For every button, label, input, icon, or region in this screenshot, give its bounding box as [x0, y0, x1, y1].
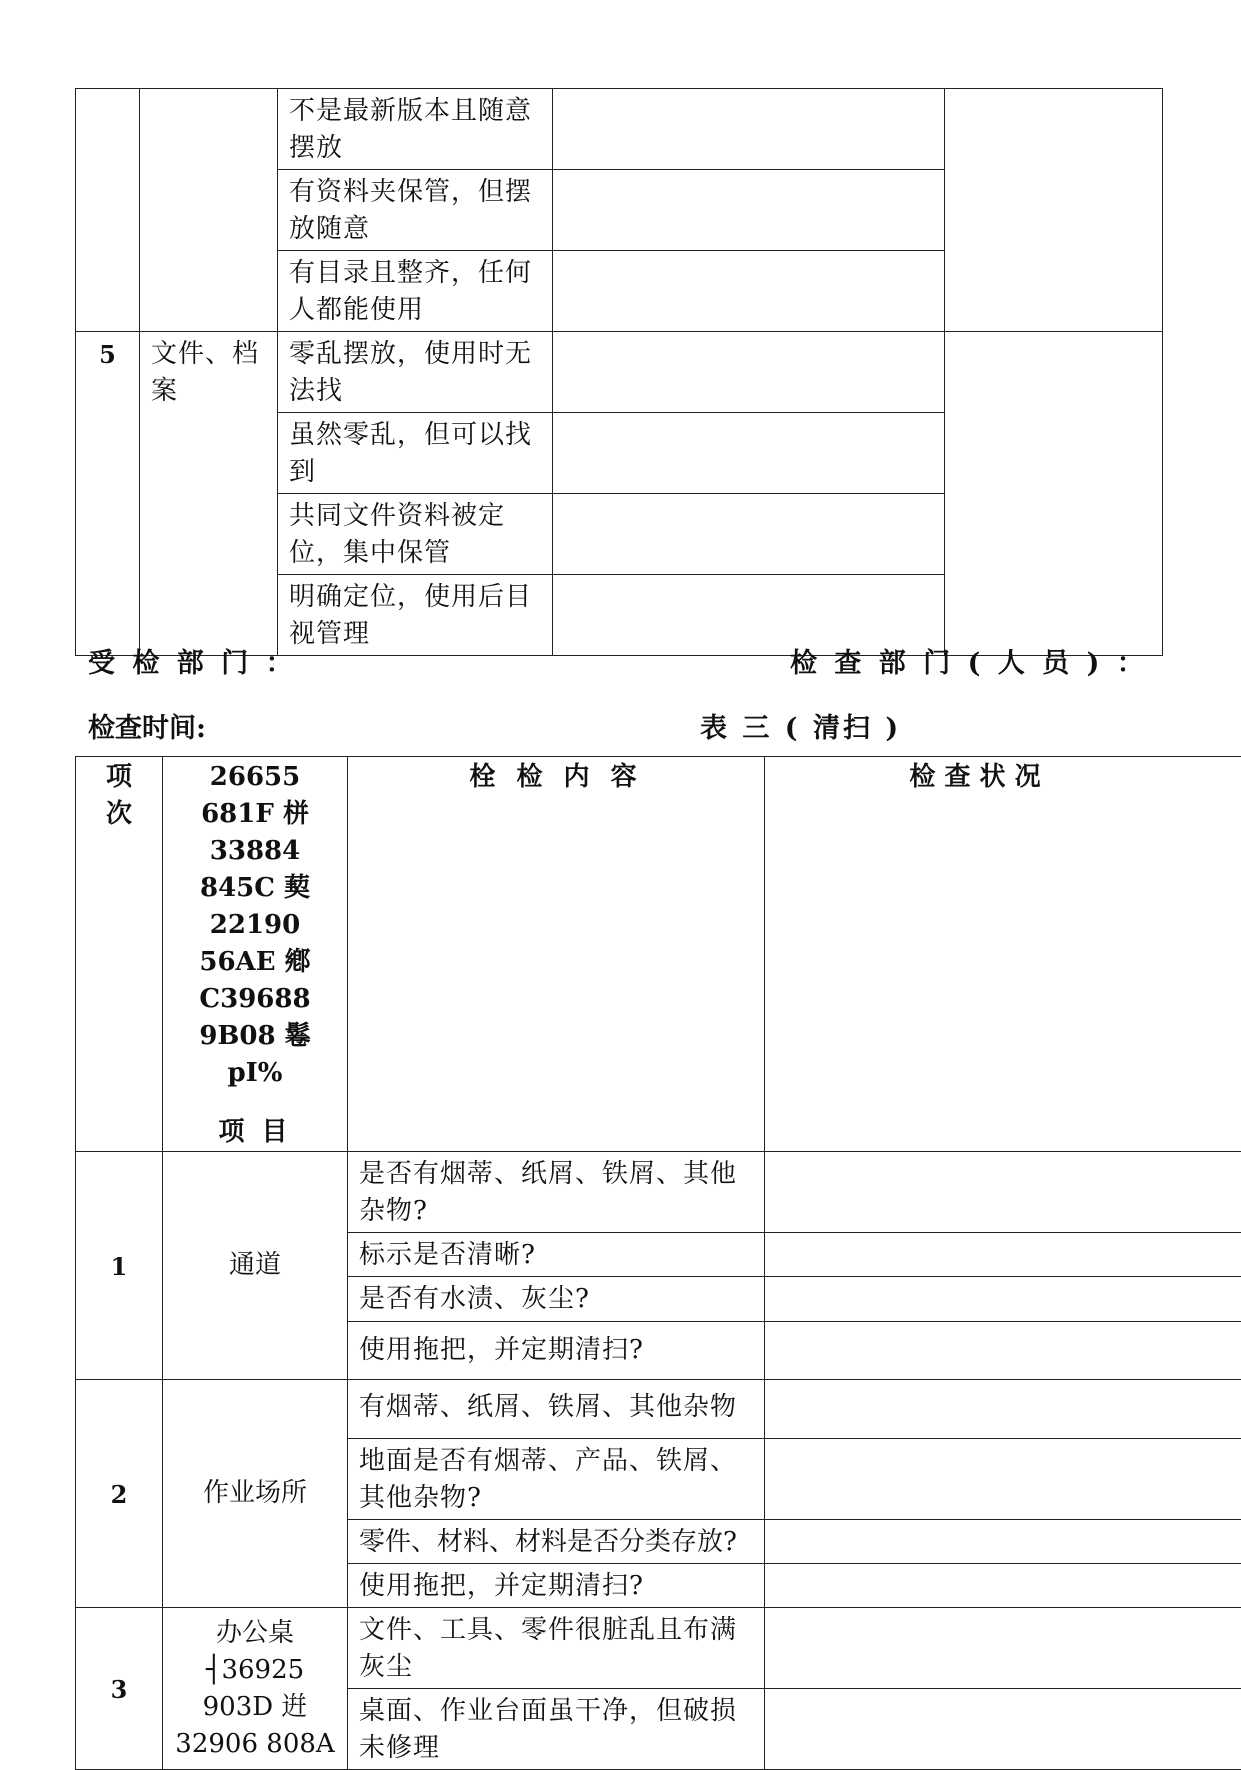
header-status-cell — [765, 757, 1241, 1152]
header-item: 项 目 — [163, 1114, 347, 1151]
header-item-cell — [163, 757, 348, 1152]
header-content: 栓 检 内 容 — [348, 757, 764, 796]
group-item: 通道 — [229, 1250, 281, 1280]
content-text: 零件、材料、材料是否分类存放? — [348, 1520, 764, 1563]
status-cell — [765, 1233, 1241, 1277]
status-cell — [553, 332, 945, 413]
status-cell — [765, 1608, 1241, 1689]
status-cell — [765, 1564, 1241, 1608]
criteria-cell — [278, 170, 553, 251]
item-name-cell — [140, 332, 278, 656]
criteria-text: 有资料夹保管，但摆放随意 — [278, 170, 552, 250]
header-content-cell — [348, 757, 765, 1152]
status-cell — [765, 1439, 1241, 1520]
inspected-dept-label: 受 检 部 门 ： — [88, 641, 297, 680]
status-cell — [765, 1689, 1241, 1770]
inspection-time-label: 检查时间: — [88, 706, 206, 745]
content-text: 标示是否清晰? — [348, 1233, 764, 1276]
status-cell — [765, 1277, 1241, 1322]
item-name-cell — [140, 89, 278, 332]
status-cell — [553, 413, 945, 494]
status-cell — [765, 1322, 1241, 1380]
inspecting-dept-label: 检 查 部 门 ( 人 员 ) ： — [790, 641, 1148, 680]
header-no-cell — [76, 757, 163, 1152]
inspection-table-one — [75, 88, 1163, 656]
content-cell — [348, 1689, 765, 1770]
content-cell — [348, 1520, 765, 1564]
content-text: 地面是否有烟蒂、产品、铁屑、其他杂物? — [348, 1439, 764, 1519]
content-text: 是否有水渍、灰尘? — [348, 1277, 764, 1320]
item-name: 文件、档案 — [140, 332, 277, 412]
criteria-text: 共同文件资料被定位，集中保管 — [278, 494, 552, 574]
criteria-cell — [278, 332, 553, 413]
group-item: 作业场所 — [203, 1478, 307, 1508]
item-number-cell — [76, 89, 140, 332]
content-text: 使用拖把，并定期清扫? — [348, 1564, 764, 1607]
content-text: 桌面、作业台面虽干净，但破损未修理 — [348, 1689, 764, 1769]
item-number-cell — [76, 332, 140, 656]
group-item: 办公桌┤36925 903D 逬 32906 808A — [163, 1615, 347, 1763]
group-number: 2 — [111, 1480, 128, 1509]
criteria-text: 有目录且整齐，任何人都能使用 — [278, 251, 552, 331]
content-text: 使用拖把，并定期清扫? — [348, 1322, 764, 1371]
group-number-cell — [76, 1380, 163, 1608]
group-item-cell — [163, 1380, 348, 1608]
content-cell — [348, 1152, 765, 1233]
criteria-text: 零乱摆放，使用时无法找 — [278, 332, 552, 412]
criteria-text: 不是最新版本且随意摆放 — [278, 89, 552, 169]
criteria-text: 明确定位，使用后目视管理 — [278, 575, 552, 655]
item-number: 5 — [76, 334, 139, 373]
status-cell — [553, 251, 945, 332]
content-cell — [348, 1233, 765, 1277]
score-cell — [945, 89, 1163, 332]
group-number: 1 — [111, 1252, 128, 1281]
header-item-garbled: 26655 681F 栟 33884 845C 葜 22190 56AE 鄕 C39688 9B08 鬈 pI% — [163, 757, 347, 1092]
group-item-cell — [163, 1152, 348, 1380]
content-text: 文件、工具、零件很脏乱且布满灰尘 — [348, 1608, 764, 1688]
group-number: 3 — [111, 1675, 128, 1704]
inspection-table-two — [75, 756, 1241, 1770]
content-cell — [348, 1439, 765, 1520]
status-cell — [765, 1152, 1241, 1233]
criteria-cell — [278, 251, 553, 332]
score-cell — [945, 332, 1163, 656]
criteria-cell — [278, 575, 553, 656]
status-cell — [553, 89, 945, 170]
group-number-cell — [76, 1152, 163, 1380]
table-title: 表 三 ( 清扫 ) — [700, 706, 901, 745]
status-cell — [765, 1520, 1241, 1564]
content-text: 是否有烟蒂、纸屑、铁屑、其他杂物? — [348, 1152, 764, 1232]
content-cell — [348, 1277, 765, 1322]
criteria-text: 虽然零乱，但可以找到 — [278, 413, 552, 493]
status-cell — [765, 1380, 1241, 1439]
status-cell — [553, 170, 945, 251]
group-number-cell — [76, 1608, 163, 1770]
criteria-cell — [278, 89, 553, 170]
header-status: 检 查 状 况 — [765, 757, 1241, 796]
criteria-cell — [278, 413, 553, 494]
header-no: 项次 — [105, 759, 133, 833]
group-item-cell — [163, 1608, 348, 1770]
content-cell — [348, 1608, 765, 1689]
content-cell — [348, 1564, 765, 1608]
criteria-cell — [278, 494, 553, 575]
content-text: 有烟蒂、纸屑、铁屑、其他杂物 — [348, 1380, 764, 1428]
content-cell — [348, 1322, 765, 1380]
status-cell — [553, 494, 945, 575]
content-cell — [348, 1380, 765, 1439]
